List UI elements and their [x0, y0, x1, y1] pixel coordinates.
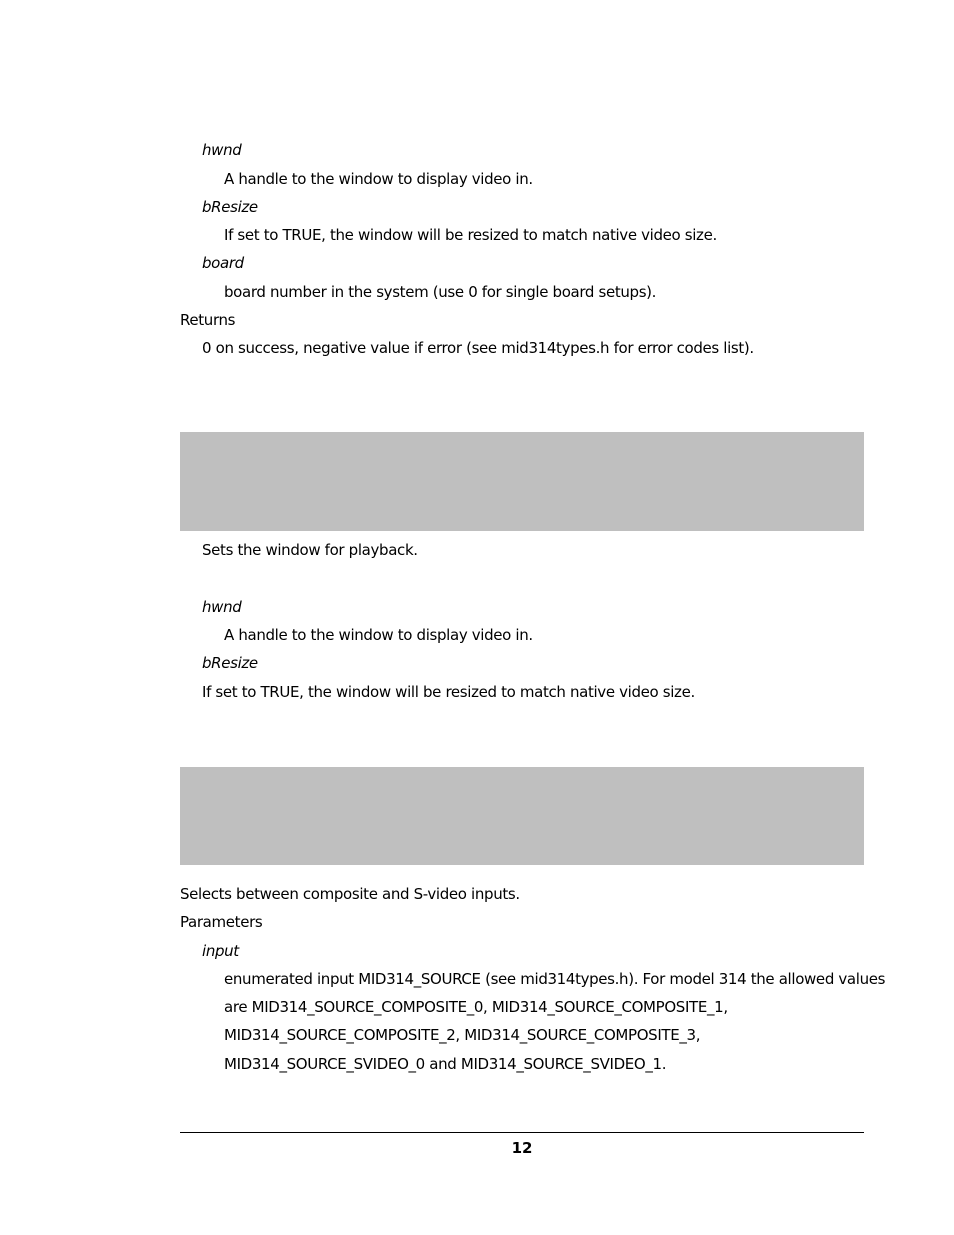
param-desc-input-line: MID314_SOURCE_SVIDEO_0 and MID314_SOURCE_SVIDEO_1.: [224, 1055, 667, 1073]
parameters-label: Parameters: [180, 913, 263, 931]
param-name-hwnd: hwnd: [202, 141, 242, 159]
param-desc-bresize: If set to TRUE, the window will be resized to match native video size.: [224, 226, 717, 244]
param-desc-input-line: are MID314_SOURCE_COMPOSITE_0, MID314_SOURCE_COMPOSITE_1,: [224, 998, 728, 1016]
param-desc-hwnd: A handle to the window to display video in.: [224, 626, 533, 644]
param-desc-board: board number in the system (use 0 for single board setups).: [224, 283, 657, 301]
param-desc-input-line: enumerated input MID314_SOURCE (see mid314types.h). For model 314 the allowed values: [224, 970, 886, 988]
footer-rule: [180, 1132, 864, 1133]
param-name-hwnd: hwnd: [202, 598, 242, 616]
param-name-bresize: bResize: [202, 198, 258, 216]
function-header-box: [180, 432, 864, 531]
returns-label: Returns: [180, 311, 236, 329]
function-header-box: [180, 767, 864, 865]
page-number: 12: [511, 1139, 533, 1157]
param-desc-input-line: MID314_SOURCE_COMPOSITE_2, MID314_SOURCE_COMPOSITE_3,: [224, 1026, 701, 1044]
param-desc-bresize: If set to TRUE, the window will be resized to match native video size.: [202, 683, 695, 701]
param-name-board: board: [202, 254, 244, 272]
param-name-bresize: bResize: [202, 654, 258, 672]
function-description: Selects between composite and S-video inputs.: [180, 885, 520, 903]
function-description: Sets the window for playback.: [202, 541, 418, 559]
param-desc-hwnd: A handle to the window to display video in.: [224, 170, 533, 188]
param-name-input: input: [202, 942, 239, 960]
returns-desc: 0 on success, negative value if error (see mid314types.h for error codes list).: [202, 339, 754, 357]
